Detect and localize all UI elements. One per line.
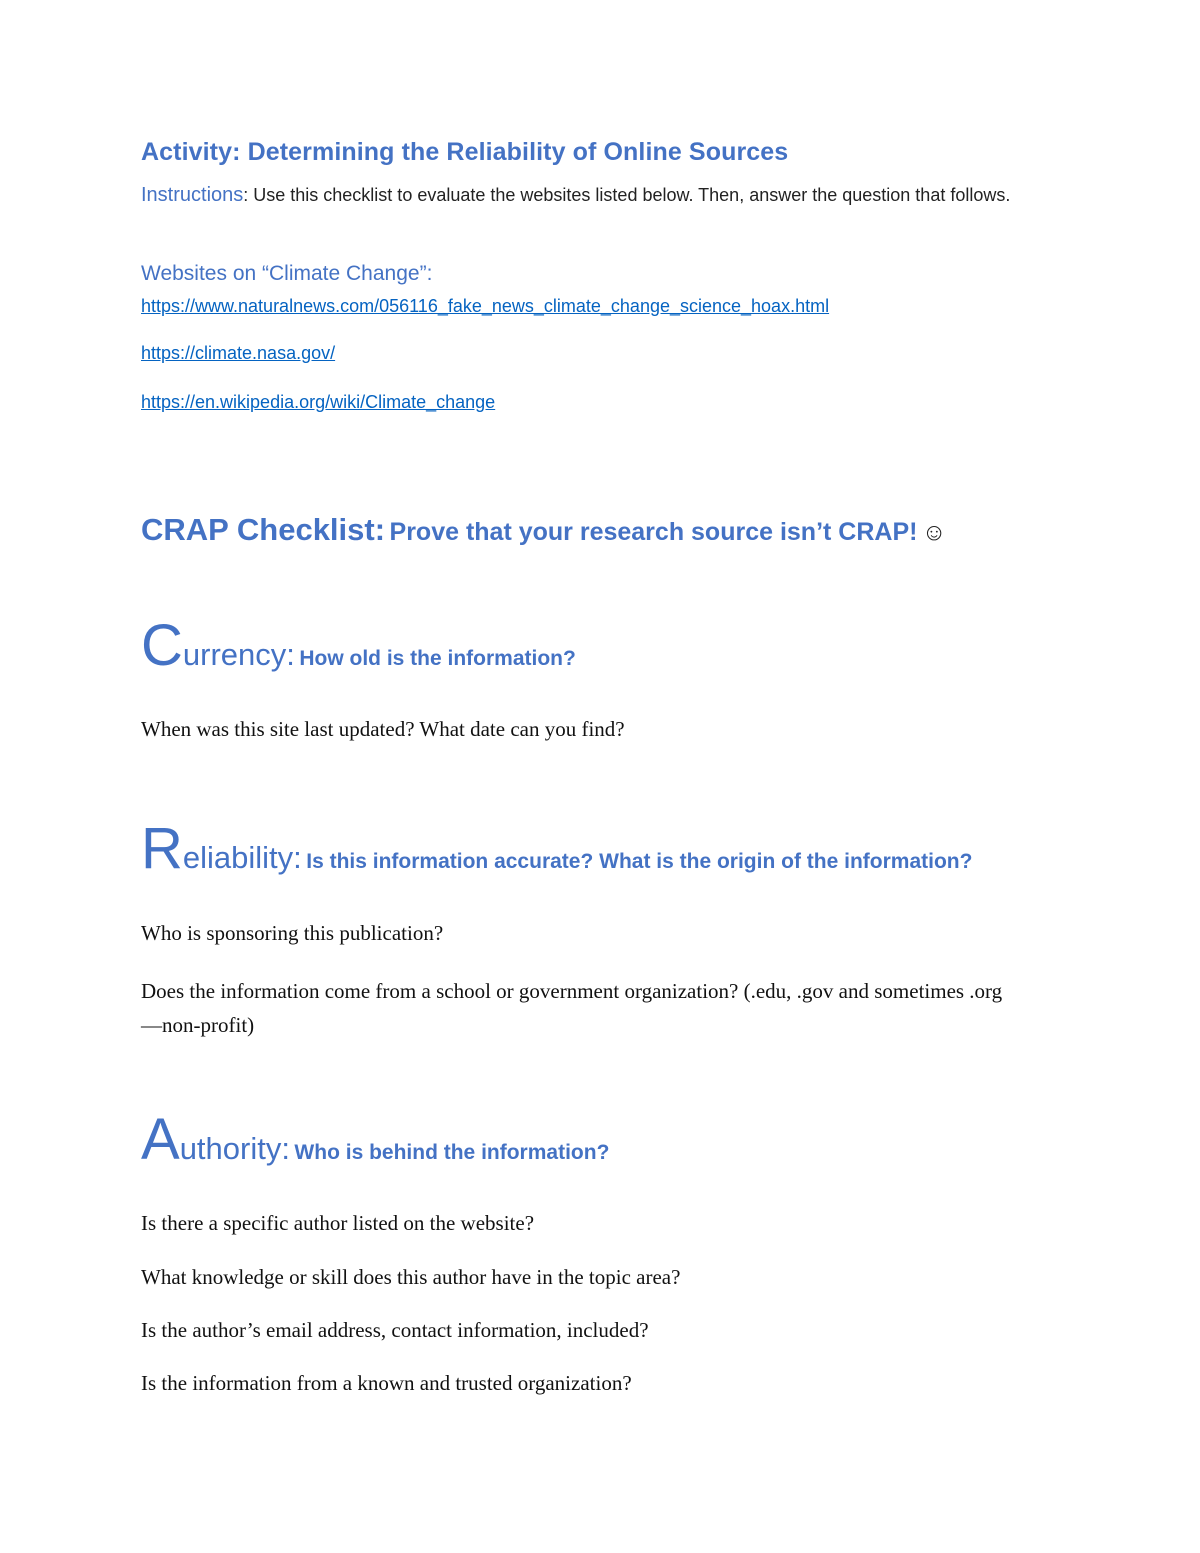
website-link-nasa[interactable]: https://climate.nasa.gov/ — [141, 343, 336, 363]
reliability-item: Does the information come from a school or government organization? (.edu, .gov and sometimes .org—non-profit) — [141, 979, 1003, 1037]
activity-title: Activity: Determining the Reliability of Online Sources — [141, 138, 789, 166]
crap-checklist-heading — [141, 512, 946, 548]
currency-heading — [141, 612, 576, 679]
currency-item: When was this site last updated? What date can you find? — [141, 717, 625, 741]
instructions-text: : Use this checklist to evaluate the websites listed below. Then, answer the question that follows. — [243, 185, 1011, 205]
authority-item: Is there a specific author listed on the website? — [141, 1211, 535, 1235]
reliability-heading — [141, 815, 972, 882]
reliability-word: eliability: — [182, 840, 302, 875]
currency-initial: C — [141, 613, 183, 678]
authority-item: Is the information from a known and trusted organization? — [141, 1371, 632, 1395]
authority-item: Is the author’s email address, contact information, included? — [141, 1318, 649, 1342]
reliability-initial: R — [141, 816, 183, 881]
authority-initial: A — [141, 1107, 180, 1172]
website-link-naturalnews[interactable]: https://www.naturalnews.com/056116_fake_news_climate_change_science_hoax.html — [141, 296, 830, 316]
authority-word: uthority: — [179, 1131, 290, 1166]
authority-item: What knowledge or skill does this author have in the topic area? — [141, 1265, 681, 1289]
checklist-title: CRAP Checklist: — [141, 512, 386, 547]
reliability-question: Is this information accurate? What is the origin of the information? — [306, 850, 973, 873]
checklist-subtitle: Prove that your research source isn’t CRAP! — [389, 518, 918, 546]
smiley-icon: ☺ — [921, 519, 947, 546]
currency-word: urrency: — [182, 637, 295, 672]
currency-question: How old is the information? — [299, 647, 576, 670]
instructions-label: Instructions — [141, 184, 244, 206]
website-link-wikipedia[interactable]: https://en.wikipedia.org/wiki/Climate_change — [141, 392, 496, 412]
reliability-item: Who is sponsoring this publication? — [141, 921, 444, 945]
websites-heading: Websites on “Climate Change”: — [141, 262, 433, 285]
instructions — [141, 180, 1061, 211]
authority-question: Who is behind the information? — [294, 1141, 610, 1164]
authority-heading — [141, 1106, 609, 1173]
